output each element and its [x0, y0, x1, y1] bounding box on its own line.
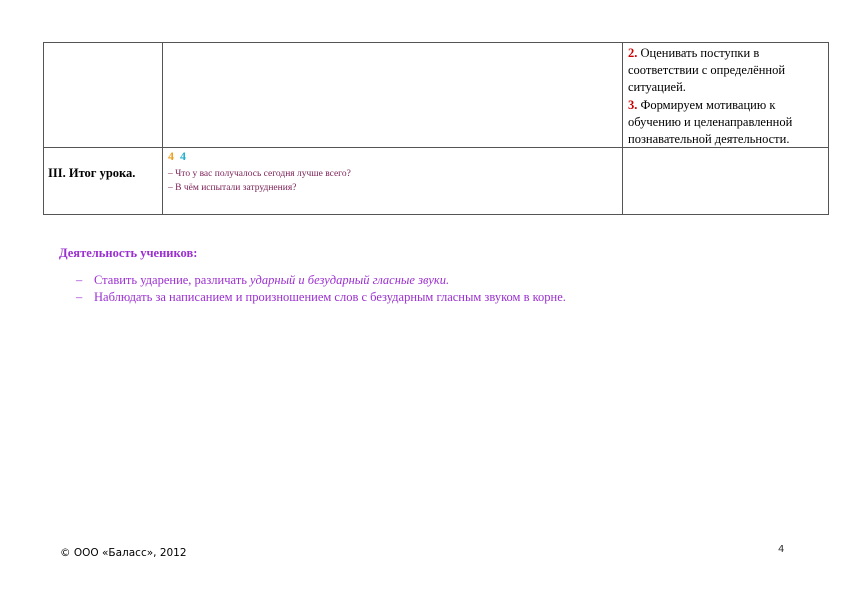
- slide-numbers: [168, 149, 186, 164]
- table-cell-goals: [628, 45, 824, 148]
- activity-heading: Деятельность учеников:: [59, 246, 198, 260]
- bullet-dash: –: [76, 273, 83, 287]
- question: – В чём испытали затруднения?: [168, 183, 297, 193]
- copyright: © ООО «Баласс», 2012: [60, 547, 187, 559]
- page-number: 4: [778, 544, 785, 555]
- slide-number: 4: [168, 149, 174, 163]
- bullet-dash: –: [76, 290, 83, 304]
- reflection-questions: [168, 167, 351, 195]
- item-text: Формируем мотивацию к обучению и целенаправленной познавательной деятельности.: [628, 97, 793, 147]
- item-text-italic: ударный и безударный гласные звуки.: [250, 273, 450, 287]
- item-text: Наблюдать за написанием и произношением слов с безударным гласным звуком в корне.: [94, 290, 566, 304]
- item-number: 3.: [628, 97, 638, 112]
- list-item: [76, 272, 566, 289]
- table-divider: [162, 43, 163, 214]
- table-divider: [622, 43, 623, 214]
- item-number: 2.: [628, 46, 638, 60]
- question: – Что у вас получалось сегодня лучше всего?: [168, 169, 351, 179]
- list-item: [76, 289, 566, 306]
- activity-list: [76, 272, 566, 306]
- stage-title: III. Итог урока.: [48, 166, 136, 180]
- lesson-table: [43, 42, 829, 215]
- slide-number: 4: [180, 149, 186, 163]
- item-text: Оценивать поступки в соответствии с определённой ситуацией.: [628, 46, 786, 95]
- item-text: Ставить ударение, различать: [94, 273, 251, 287]
